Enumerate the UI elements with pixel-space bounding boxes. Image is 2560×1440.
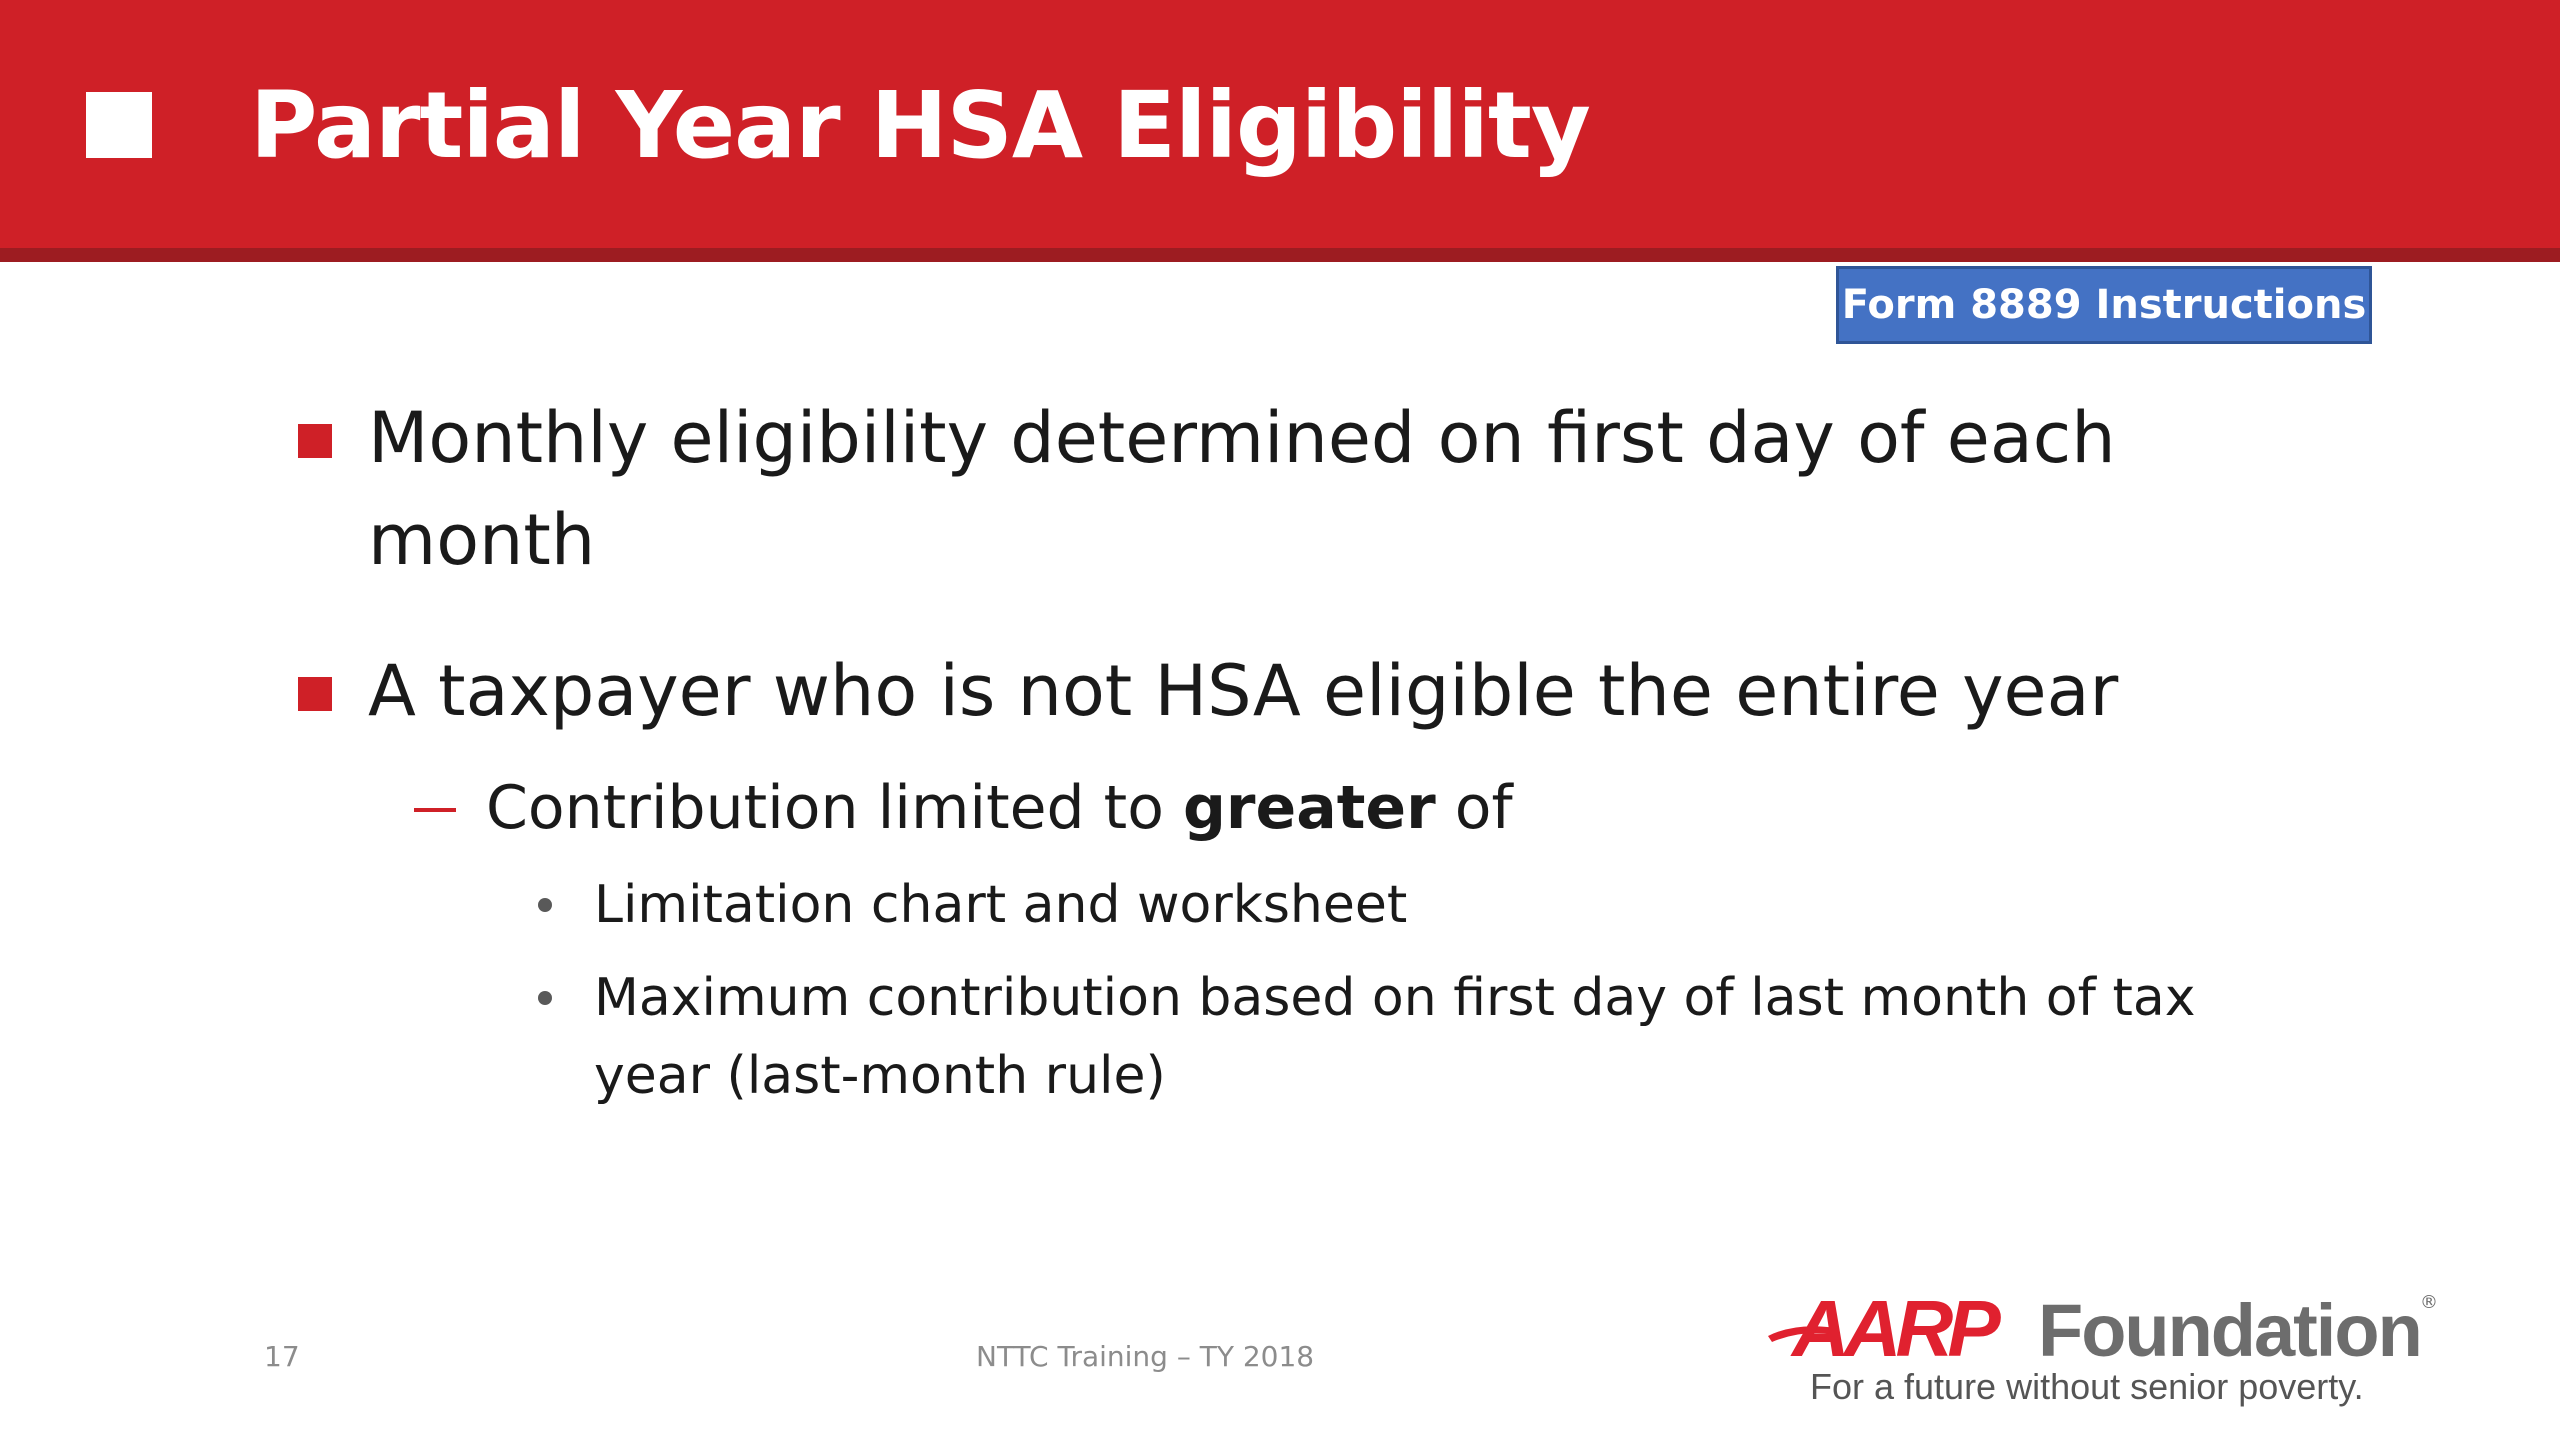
emphasis-text: greater	[1182, 773, 1436, 843]
bullet-text: month	[368, 499, 596, 581]
sub-sub-bullet-text: year (last-month rule)	[594, 1046, 1166, 1106]
aarp-foundation-logo	[1766, 1284, 2436, 1414]
sub-sub-bullet-text: Maximum contribution based on first day of last month of tax	[594, 968, 2196, 1028]
form-8889-instructions-button[interactable]: Form 8889 Instructions	[1836, 266, 2372, 344]
dot-bullet-icon	[538, 898, 552, 912]
logo-tagline: For a future without senior poverty.	[1810, 1366, 2364, 1407]
logo-foundation-text: Foundation	[2038, 1289, 2421, 1372]
sub-bullet-text	[486, 768, 2186, 848]
logo-registered-mark: ®	[2420, 1292, 2438, 1313]
bullet-text: A taxpayer who is not HSA eligible the entire year	[368, 650, 2119, 732]
logo-aarp-text: AARP	[1792, 1284, 1995, 1373]
sub-sub-bullet-text: Limitation chart and worksheet	[594, 875, 1408, 935]
slide-title: Partial Year HSA Eligibility	[250, 72, 1590, 179]
dash-bullet-icon	[414, 808, 456, 812]
sub-bullet-text-start: Contribution limited to	[486, 773, 1183, 843]
dot-bullet-icon	[538, 991, 552, 1005]
footer-training-label: NTTC Training – TY 2018	[976, 1340, 1315, 1373]
bullet-text: Monthly eligibility determined on first day of each	[368, 397, 2116, 479]
square-bullet-icon	[298, 424, 332, 458]
sub-bullet-text-end: of	[1435, 773, 1513, 843]
page-number: 17	[264, 1340, 300, 1373]
square-bullet-icon	[298, 677, 332, 711]
